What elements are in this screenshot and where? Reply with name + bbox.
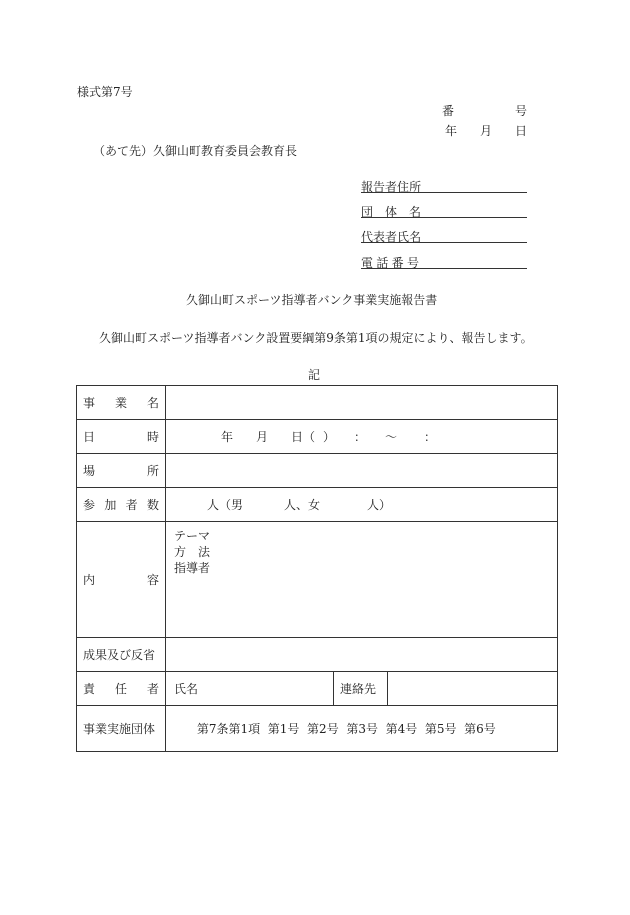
document-title: 久御山町スポーツ指導者バンク事業実施報告書 — [186, 293, 438, 307]
content-method: 方 法 — [174, 545, 211, 559]
datetime-cell[interactable]: 年 月 日（ ） ： 〜 ： — [166, 420, 558, 454]
row-participants — [77, 488, 558, 522]
content-cell[interactable] — [166, 522, 558, 638]
ki-heading: 記 — [308, 368, 321, 382]
group-name-label: 団 体 名 — [361, 205, 421, 219]
row-responsible — [77, 672, 558, 706]
row-content — [77, 522, 558, 638]
org-label: 事業実施団体 — [77, 706, 166, 752]
contact-value-cell[interactable] — [388, 672, 558, 706]
content-label: 内 容 — [77, 522, 166, 638]
representative-label: 代表者氏名 — [361, 230, 422, 244]
responsible-label: 責 任 者 — [77, 672, 166, 706]
reporter-address-line[interactable] — [361, 192, 527, 193]
report-table — [76, 385, 558, 752]
intro-text: 久御山町スポーツ指導者バンク設置要綱第9条第1項の規定により、報告します。 — [99, 331, 533, 345]
responsible-name-cell[interactable]: 氏名 — [166, 672, 334, 706]
content-instructor: 指導者 — [174, 561, 211, 575]
date-day: 日 — [515, 124, 528, 138]
reporter-address-label: 報告者住所 — [361, 180, 422, 194]
participants-cell[interactable]: 人（男 人、女 人） — [166, 488, 558, 522]
datetime-label: 日 時 — [77, 420, 166, 454]
doc-number-go: 号 — [515, 104, 528, 118]
project-name-label: 事 業 名 — [77, 386, 166, 420]
row-org — [77, 706, 558, 752]
contact-label-cell: 連絡先 — [334, 672, 388, 706]
results-cell[interactable] — [166, 638, 558, 672]
row-project — [77, 386, 558, 420]
participants-label: 参 加 者 数 — [77, 488, 166, 522]
addressee: （あて先）久御山町教育委員会教育長 — [93, 144, 298, 158]
representative-line[interactable] — [361, 242, 527, 243]
row-datetime — [77, 420, 558, 454]
phone-line[interactable] — [361, 268, 527, 269]
doc-number-ban: 番 — [442, 104, 455, 118]
project-name-cell[interactable] — [166, 386, 558, 420]
row-place — [77, 454, 558, 488]
content-theme: テーマ — [174, 529, 211, 543]
date-month: 月 — [480, 124, 493, 138]
form-number: 様式第7号 — [77, 85, 133, 99]
row-results — [77, 638, 558, 672]
group-name-line[interactable] — [361, 217, 527, 218]
place-label: 場 所 — [77, 454, 166, 488]
results-label: 成果及び反省 — [77, 638, 166, 672]
place-cell[interactable] — [166, 454, 558, 488]
phone-label: 電 話 番 号 — [361, 256, 419, 270]
date-year: 年 — [445, 124, 458, 138]
org-cell[interactable]: 第7条第1項 第1号 第2号 第3号 第4号 第5号 第6号 — [166, 706, 558, 752]
